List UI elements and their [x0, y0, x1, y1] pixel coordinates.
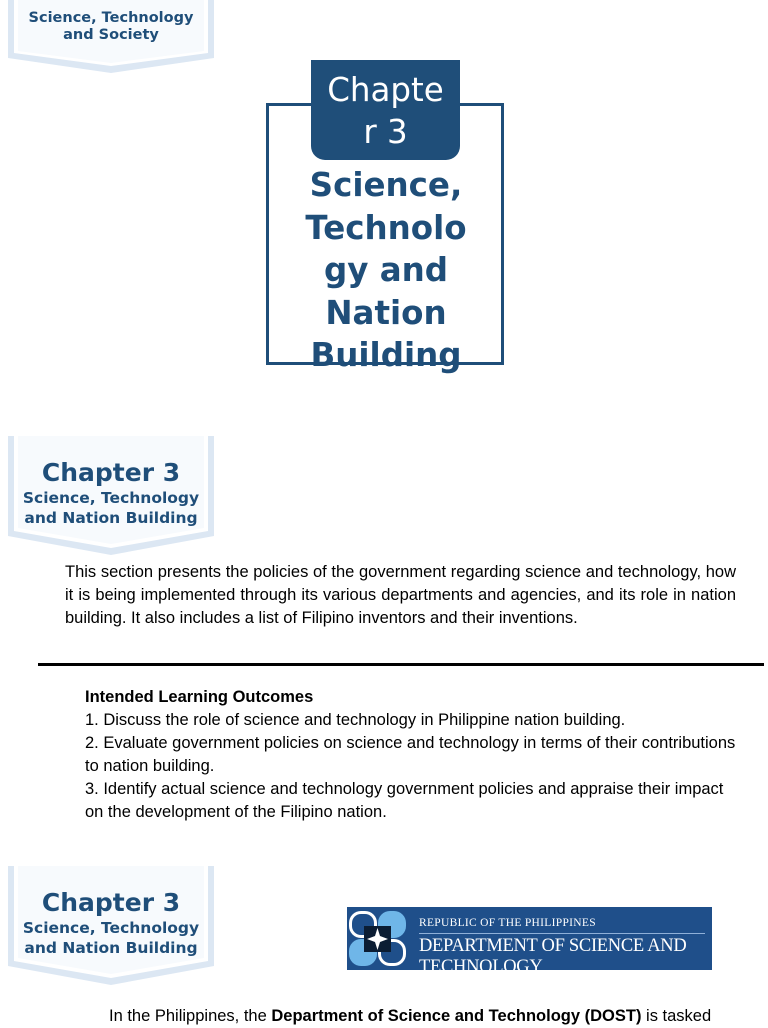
chapter-title-line: Nation	[325, 293, 447, 332]
dost-emblem-icon	[347, 907, 411, 970]
chapter-title-line: Technolo	[305, 208, 467, 247]
section1-tab-line1: Science, Technology	[22, 489, 200, 507]
dost-logo-line1: REPUBLIC OF THE PHILIPPINES	[419, 917, 596, 929]
header-tab	[8, 0, 214, 74]
section1-tab-chapter: Chapter 3	[41, 458, 181, 487]
dost-paragraph-suffix: is tasked	[641, 1007, 712, 1025]
chapter-label-line1: Chapte	[327, 71, 444, 109]
section1-tab-subtitle	[8, 489, 214, 528]
section-intro: This section presents the policies of the government regarding science and technology, how it is being implemented through its various departments and agencies, and its role in nation building. It also includes a list of Filipino inventors and their inventions.	[65, 563, 736, 627]
section2-tab-chapter: Chapter 3	[41, 888, 181, 917]
chapter-title	[270, 164, 502, 377]
header-tab-line1: Science, Technology	[28, 10, 194, 26]
learning-outcome-item: 3. Identify actual science and technology government policies and appraise their impact on the development of the Filipino nation.	[85, 780, 724, 821]
section2-tab-subtitle	[8, 919, 214, 958]
chapter-title-line: gy and	[323, 251, 449, 289]
dost-paragraph	[109, 1005, 749, 1028]
section2-tab-line2: and Nation Building	[24, 938, 198, 957]
section-divider	[38, 663, 764, 666]
chapter-title-line: Building	[310, 336, 462, 374]
section1-tab-line2: and Nation Building	[24, 508, 198, 527]
dost-paragraph-bold: Department of Science and Technology (DOST)	[271, 1007, 642, 1025]
learning-outcome-item: 1. Discuss the role of science and technology in Philippine nation building.	[85, 711, 626, 729]
learning-outcomes	[85, 686, 745, 824]
dost-logo-banner	[347, 907, 712, 977]
chapter-title-line: Science,	[309, 166, 463, 204]
section1-chapter-tab	[8, 436, 214, 556]
chapter-label-line2: r 3	[363, 113, 408, 151]
section2-chapter-tab	[8, 866, 214, 986]
learning-outcomes-heading: Intended Learning Outcomes	[85, 688, 314, 706]
header-tab-text	[8, 10, 214, 44]
dost-logo-line2: DEPARTMENT OF SCIENCE AND TECHNOLOGY	[419, 936, 687, 977]
chapter-label	[311, 60, 460, 160]
dost-paragraph-prefix: In the Philippines, the	[109, 1007, 272, 1025]
learning-outcome-item: 2. Evaluate government policies on science and technology in terms of their contributions to nation building.	[85, 734, 736, 775]
dost-logo-divider	[419, 933, 705, 934]
section2-tab-line1: Science, Technology	[22, 919, 200, 937]
header-tab-line2: and Society	[63, 27, 159, 43]
